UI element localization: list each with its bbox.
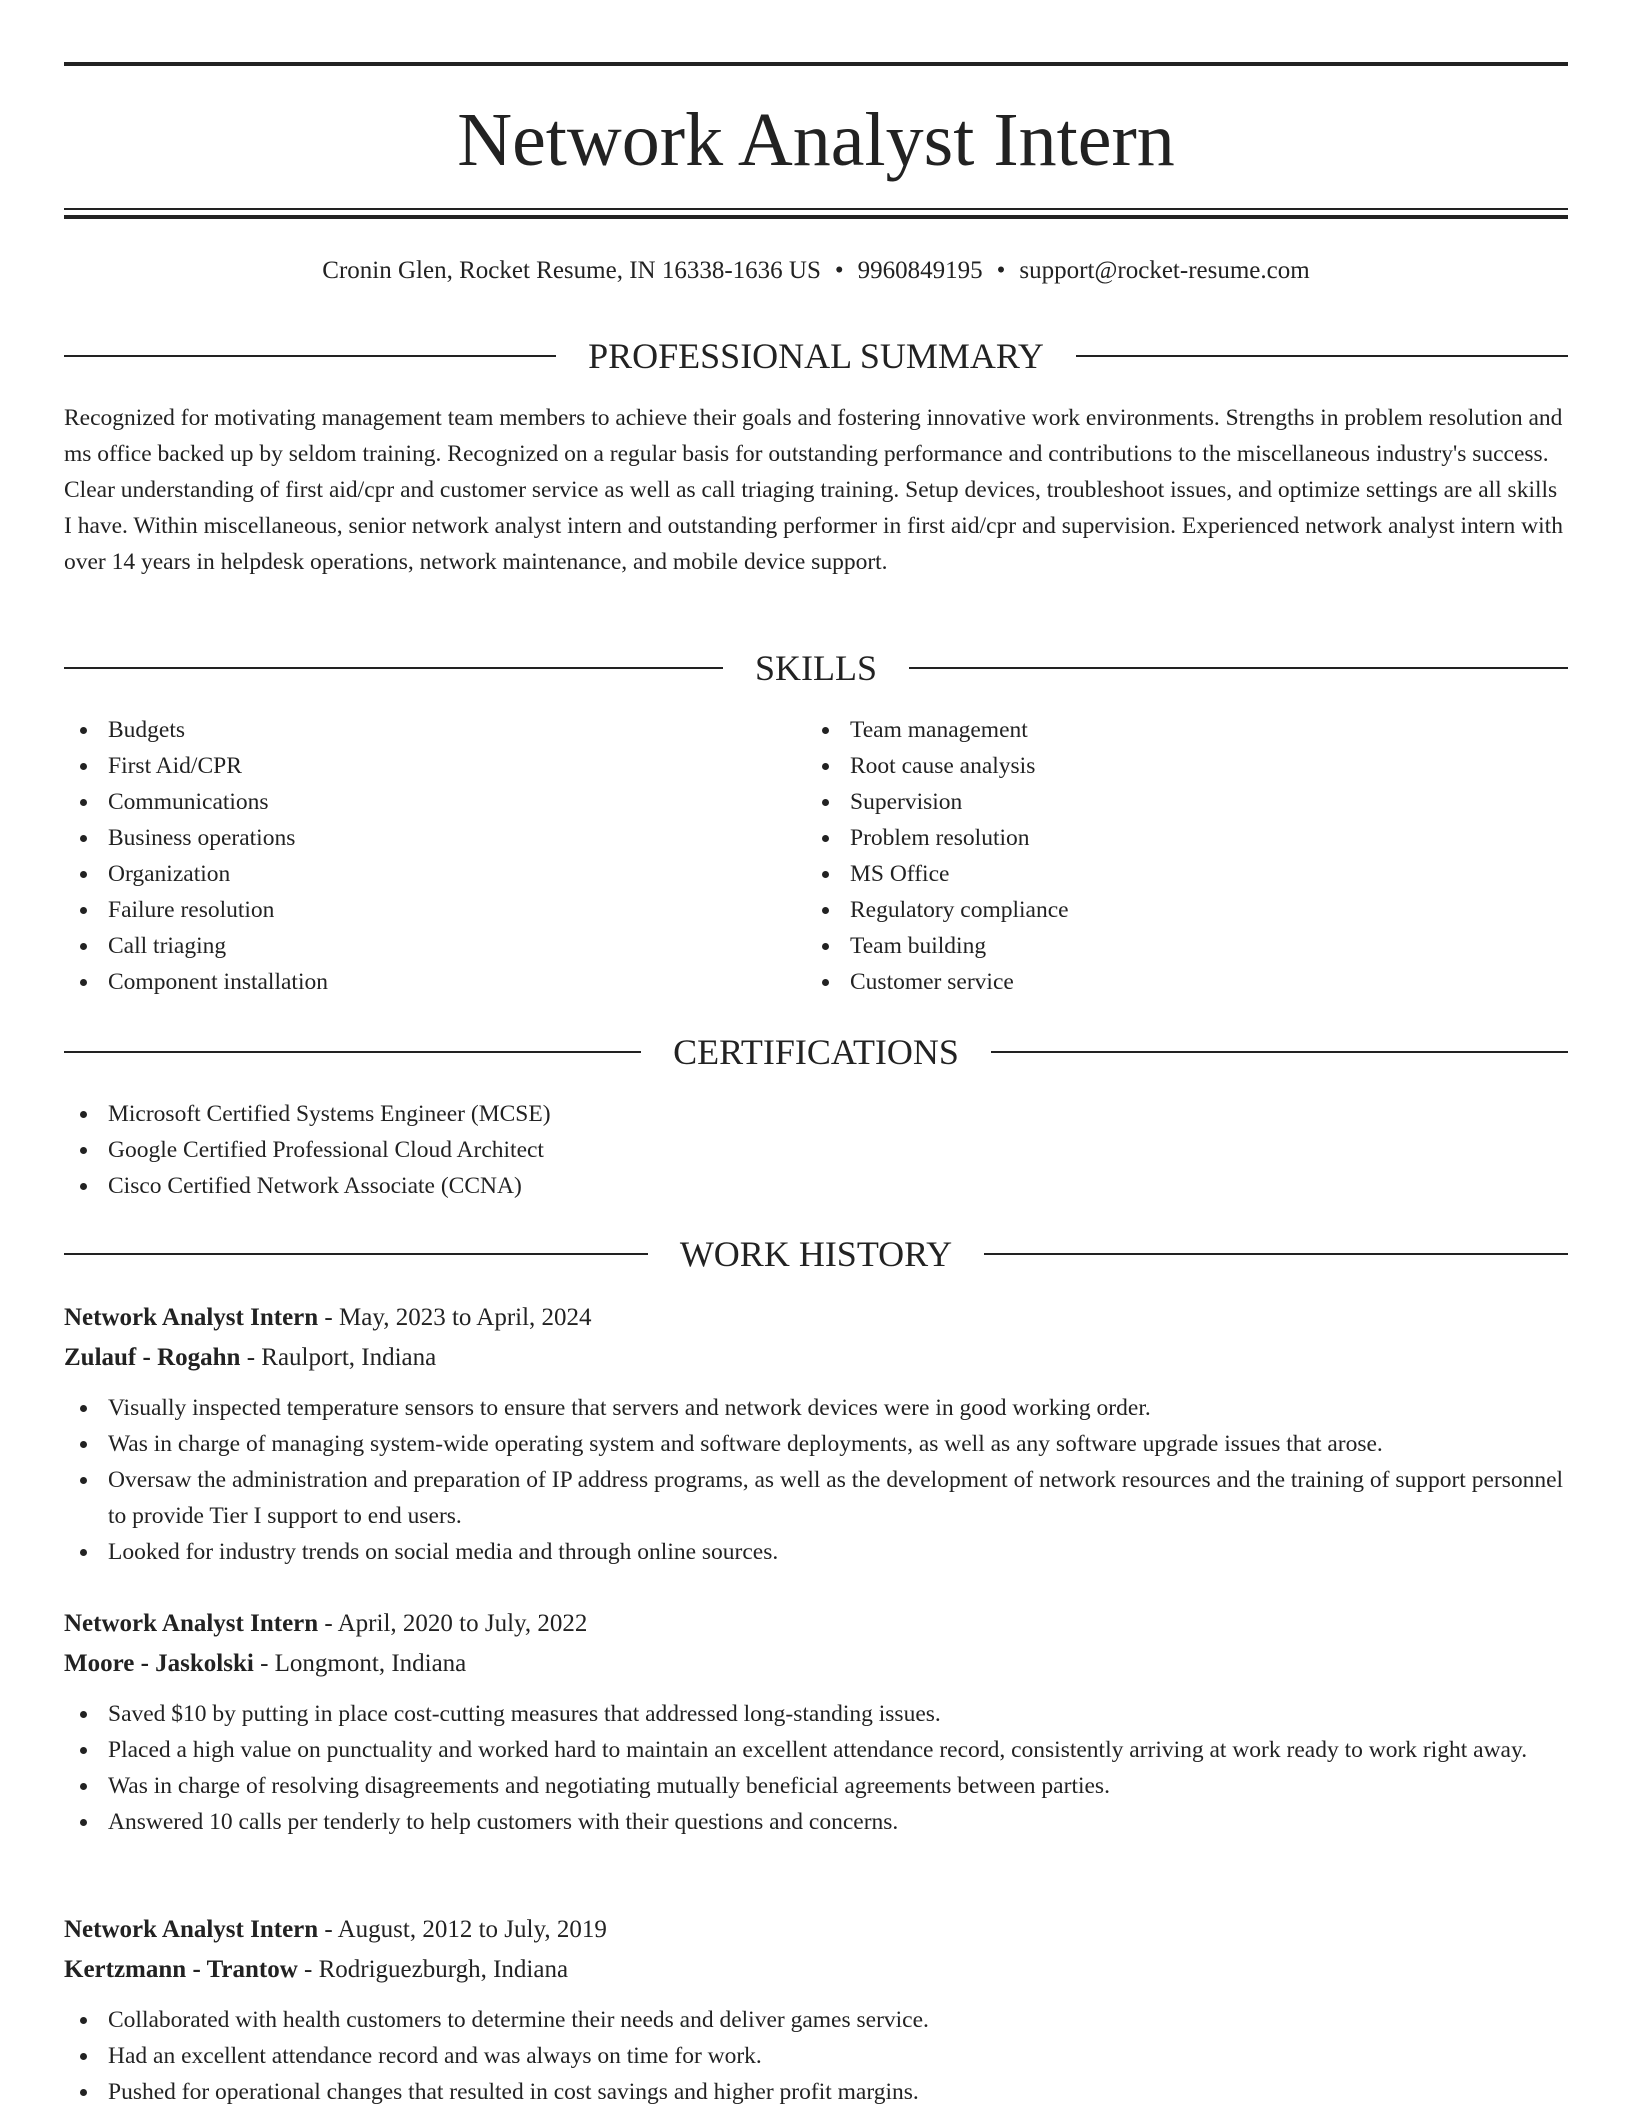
skills-list-right <box>806 712 1506 1000</box>
job-location: - Rodriguezburgh, Indiana <box>297 1956 569 1983</box>
contact-email: support@rocket-resume.com <box>1019 257 1310 284</box>
resume-title: Network Analyst Intern <box>457 98 1175 182</box>
job-company-line <box>64 1338 1568 1378</box>
header-divider-thin <box>64 208 1568 210</box>
contact-line <box>64 253 1568 289</box>
skill-item: Customer service <box>806 964 1506 1000</box>
heading-rule-left <box>64 355 556 357</box>
job-title-line <box>64 1604 1568 1644</box>
skill-item: Communications <box>64 784 764 820</box>
certification-item: Cisco Certified Network Associate (CCNA) <box>64 1168 1568 1204</box>
job-dates: - August, 2012 to July, 2019 <box>318 1916 607 1943</box>
skill-item: Failure resolution <box>64 892 764 928</box>
job-bullets <box>64 1390 1568 1570</box>
header-divider-thick <box>64 215 1568 219</box>
job-bullet: Looked for industry trends on social media and through online sources. <box>64 1534 1568 1570</box>
skills-heading <box>64 644 1568 692</box>
job-company-line <box>64 1644 1568 1684</box>
work-history-heading <box>64 1230 1568 1278</box>
skills-list-left <box>64 712 764 1000</box>
work-history-heading-text: WORK HISTORY <box>679 1234 953 1274</box>
certifications-heading-text: CERTIFICATIONS <box>673 1032 959 1072</box>
job-bullet: Placed a high value on punctuality and worked hard to maintain an excellent attendance record, consistently arriving at work ready to work right away. <box>64 1732 1568 1768</box>
professional-summary: Recognized for motivating management team members to achieve their goals and fostering innovative work environments. Strengths in problem resolution and ms office backed up by seldom training. Recognized on a regular basis for outstanding performance and contributions to the miscellaneous industry's success. Clear understanding of first aid/cpr and customer service as well as call triaging training. Setup devices, troubleshoot issues, and optimize settings are all skills I have. Within miscellaneous, senior network analyst intern and outstanding performer in first aid/cpr and supervision. Experienced network analyst intern with over 14 years in helpdesk operations, network maintenance, and mobile device support. <box>64 405 1563 575</box>
job-entry <box>64 1910 1568 2110</box>
job-dates: - April, 2020 to July, 2022 <box>318 1610 588 1637</box>
skill-item: Budgets <box>64 712 764 748</box>
heading-rule-right <box>909 667 1568 669</box>
contact-separator: • <box>834 257 844 284</box>
contact-separator: • <box>996 257 1006 284</box>
contact-address: Cronin Glen, Rocket Resume, IN 16338-1636 US <box>322 257 821 284</box>
job-company-line <box>64 1950 1568 1990</box>
job-bullet: Was in charge of resolving disagreements and negotiating mutually beneficial agreements between parties. <box>64 1768 1568 1804</box>
skill-item: Supervision <box>806 784 1506 820</box>
skill-item: MS Office <box>806 856 1506 892</box>
skill-item: Organization <box>64 856 764 892</box>
job-title-line <box>64 1910 1568 1950</box>
heading-rule-right <box>984 1253 1568 1255</box>
header-top-rule <box>64 62 1568 66</box>
job-bullets <box>64 1696 1568 1840</box>
job-title: Network Analyst Intern <box>64 1304 319 1331</box>
job-dates: - May, 2023 to April, 2024 <box>318 1304 592 1331</box>
heading-rule-right <box>991 1051 1568 1053</box>
certifications-heading <box>64 1028 1568 1076</box>
heading-rule-left <box>64 1051 641 1053</box>
contact-phone: 9960849195 <box>857 257 983 284</box>
job-bullet: Oversaw the administration and preparation of IP address programs, as well as the development of network resources and the training of support personnel to provide Tier I support to end users. <box>64 1462 1568 1534</box>
job-bullet: Had an excellent attendance record and was always on time for work. <box>64 2038 1568 2074</box>
job-company: Moore - Jaskolski <box>64 1650 254 1677</box>
skill-item: First Aid/CPR <box>64 748 764 784</box>
skill-item: Regulatory compliance <box>806 892 1506 928</box>
skill-item: Problem resolution <box>806 820 1506 856</box>
heading-rule-right <box>1076 355 1568 357</box>
job-bullet: Saved $10 by putting in place cost-cutting measures that addressed long-standing issues. <box>64 1696 1568 1732</box>
skill-item: Component installation <box>64 964 764 1000</box>
certification-item: Google Certified Professional Cloud Architect <box>64 1132 1568 1168</box>
job-title-line <box>64 1298 1568 1338</box>
skill-item: Root cause analysis <box>806 748 1506 784</box>
skill-item: Team building <box>806 928 1506 964</box>
job-bullet: Answered 10 calls per tenderly to help customers with their questions and concerns. <box>64 1804 1568 1840</box>
job-bullet: Was in charge of managing system-wide operating system and software deployments, as well as any software upgrade issues that arose. <box>64 1426 1568 1462</box>
job-title: Network Analyst Intern <box>64 1610 319 1637</box>
certifications-list <box>64 1096 1568 1204</box>
heading-rule-left <box>64 667 723 669</box>
job-bullet: Pushed for operational changes that resulted in cost savings and higher profit margins. <box>64 2074 1568 2110</box>
heading-rule-left <box>64 1253 648 1255</box>
summary-heading-text: PROFESSIONAL SUMMARY <box>588 336 1044 376</box>
summary-heading <box>64 332 1568 380</box>
skill-item: Call triaging <box>64 928 764 964</box>
skill-item: Team management <box>806 712 1506 748</box>
job-entry <box>64 1298 1568 1570</box>
skills-heading-text: SKILLS <box>755 648 878 688</box>
job-title: Network Analyst Intern <box>64 1916 319 1943</box>
job-company: Kertzmann - Trantow <box>64 1956 298 1983</box>
job-company: Zulauf - Rogahn <box>64 1344 241 1371</box>
job-location: - Longmont, Indiana <box>253 1650 467 1677</box>
job-location: - Raulport, Indiana <box>240 1344 437 1371</box>
job-entry <box>64 1604 1568 1840</box>
job-bullets <box>64 2002 1568 2110</box>
skill-item: Business operations <box>64 820 764 856</box>
certification-item: Microsoft Certified Systems Engineer (MCSE) <box>64 1096 1568 1132</box>
job-bullet: Visually inspected temperature sensors to ensure that servers and network devices were in good working order. <box>64 1390 1568 1426</box>
job-bullet: Collaborated with health customers to determine their needs and deliver games service. <box>64 2002 1568 2038</box>
